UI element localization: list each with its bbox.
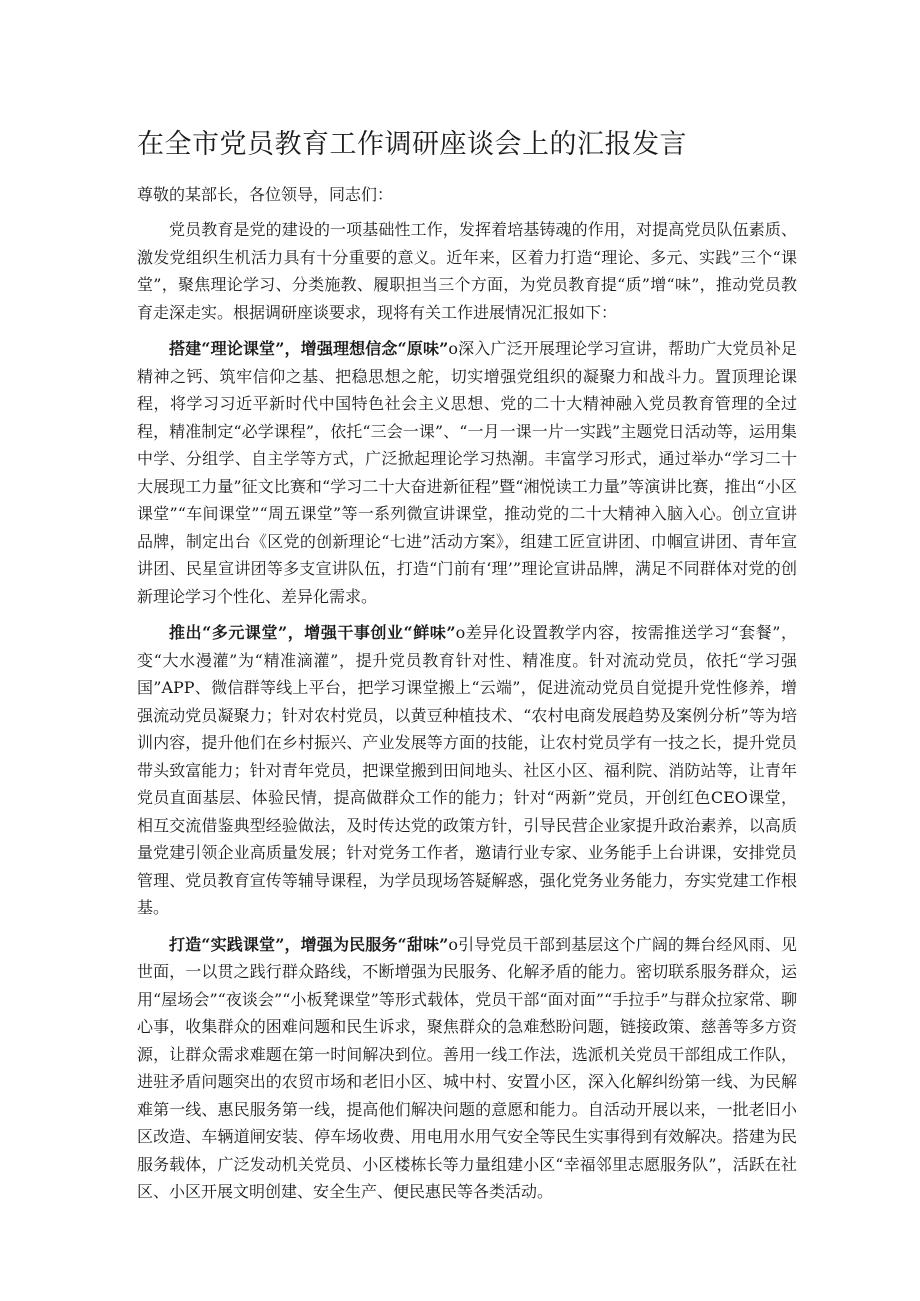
- document-page: [137, 118, 797, 1215]
- intro-paragraph: 党员教育是党的建设的一项基础性工作，发挥着培基铸魂的作用，对提高党员队伍素质、激发党组织生机活力具有十分重要的意义。近年来，区着力打造“理论、多元、实践”三个“课堂”，聚焦理论学习、分类施教、履职担当三个方面，为党员教育提“质”增“味”，推动党员教育走深走实。根据调研座谈要求，现将有关工作进展情况汇报如下：: [137, 220, 797, 322]
- section-body-1: o深入广泛开展理论学习宣讲，帮助广大党员补足精神之钙、筑牢信仰之基、把稳思想之舵，切实增强党组织的凝聚力和战斗力。置顶理论课程，将学习习近平新时代中国特色社会主义思想、党的二十大精神融入党员教育管理的全过程，精准制定“必学课程”，依托“三会一课”、“一月一课一片一实践”主题党日活动等，运用集中学、分组学、自主学等方式，广泛掀起理论学习热潮。丰富学习形式，通过举办“学习二十大展现工力量”征文比赛和“学习二十大奋进新征程”暨“湘悦读工力量”等演讲比赛，推出“小区课堂”“车间课堂”“周五课堂”等一系列微宣讲课堂，推动党的二十大精神入脑入心。创立宣讲品牌，制定出台《区党的创新理论“七进”活动方案》，组建工匠宣讲团、巾帼宣讲团、青年宣讲团、民星宣讲团等多支宣讲队伍，打造“门前有‘理’”理论宣讲品牌，满足不同群体对党的创新理论学习个性化、差异化需求。: [137, 339, 797, 606]
- section-lead-2: 推出“多元课堂”，增强干事创业“鲜味”: [169, 623, 456, 642]
- section-paragraph-3: [137, 931, 797, 1206]
- section-lead-1: 搭建“理论课堂”，增强理想信念“原味”: [169, 339, 449, 358]
- section-paragraph-2: [137, 619, 797, 922]
- section-body-3: o引导党员干部到基层这个广阔的舞台经风雨、见世面，一以贯之践行群众路线，不断增强为民服务、化解矛盾的能力。密切联系服务群众，运用“屋场会”“夜谈会”“小板凳课堂”等形式载体，党员干部“面对面”“手拉手”与群众拉家常、聊心事，收集群众的困难问题和民生诉求，聚焦群众的急难愁盼问题，链接政策、慈善等多方资源，让群众需求难题在第一时间解决到位。善用一线工作法，选派机关党员干部组成工作队，进驻矛盾问题突出的农贸市场和老旧小区、城中村、安置小区，深入化解纠纷第一线、为民解难第一线、惠民服务第一线，提高他们解决问题的意愿和能力。自活动开展以来，一批老旧小区改造、车辆道闸安装、停车场收费、用电用水用气安全等民生实事得到有效解决。搭建为民服务载体，广泛发动机关党员、小区楼栋长等力量组建小区“幸福邻里志愿服务队”，活跃在社区、小区开展文明创建、安全生产、便民惠民等各类活动。: [137, 934, 797, 1201]
- section-body-2: o差异化设置教学内容，按需推送学习“套餐”，变“大水漫灌”为“精准滴灌”，提升党员教育针对性、精准度。针对流动党员，依托“学习强国”APP、微信群等线上平台，把学习课堂搬上“云端”，促进流动党员自觉提升党性修养，增强流动党员凝聚力；针对农村党员，以黄豆种植技术、“农村电商发展趋势及案例分析”等为培训内容，提升他们在乡村振兴、产业发展等方面的技能，让农村党员学有一技之长，提升党员带头致富能力；针对青年党员，把课堂搬到田间地头、社区小区、福利院、消防站等，让青年党员直面基层、体验民情，提高做群众工作的能力；针对“两新”党员，开创红色CEO课堂，相互交流借鉴典型经验做法，及时传达党的政策方针，引导民营企业家提升政治素养，以高质量党建引领企业高质量发展；针对党务工作者，邀请行业专家、业务能手上台讲课，安排党员管理、党员教育宣传等辅导课程，为学员现场答疑解惑，强化党务业务能力，夯实党建工作根基。: [137, 623, 797, 917]
- document-title: 在全市党员教育工作调研座谈会上的汇报发言: [137, 129, 687, 160]
- section-paragraph-1: [137, 335, 797, 610]
- section-lead-3: 打造“实践课堂”，增强为民服务“甜味”: [169, 934, 449, 954]
- salutation: 尊敬的某部长，各位领导，同志们：: [137, 185, 394, 204]
